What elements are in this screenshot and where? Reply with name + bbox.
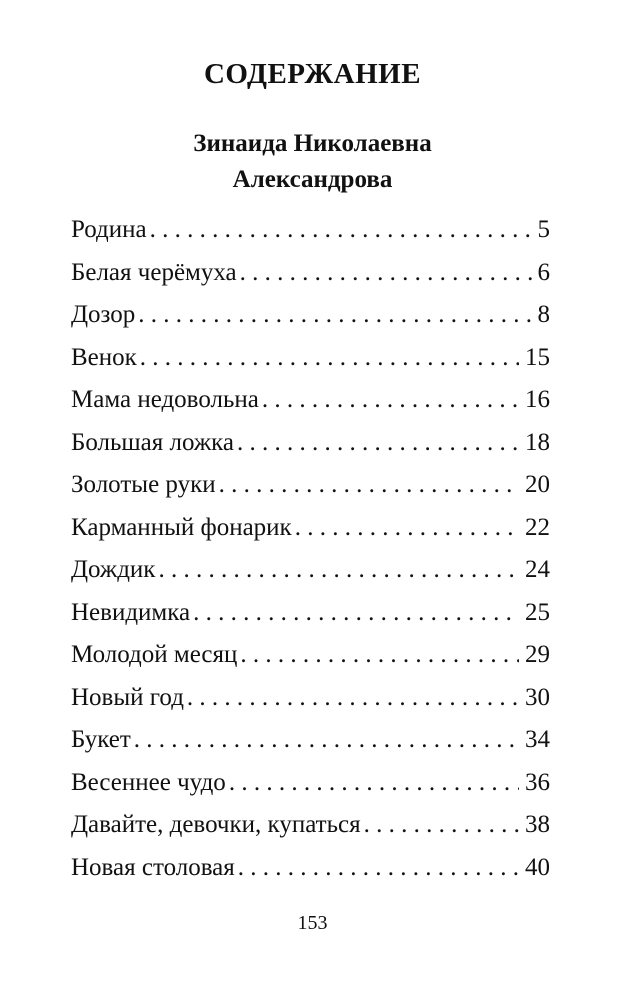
toc-dot-leader [364, 811, 519, 839]
toc-entry-page: 38 [525, 811, 550, 838]
toc-dot-leader [138, 301, 531, 329]
toc-entry [71, 216, 550, 259]
toc-entry [71, 259, 550, 302]
toc-entry-title: Молодой месяц [71, 641, 238, 668]
toc-entry-page: 24 [525, 556, 550, 583]
toc-dot-leader [240, 641, 519, 669]
author-name-line-1: Зинаида Николаевна [193, 130, 432, 157]
toc-entry-title: Венок [71, 343, 137, 371]
toc-dot-leader [238, 854, 519, 882]
toc-entry [71, 599, 550, 642]
toc-entry [71, 726, 550, 769]
toc-entry [71, 471, 550, 514]
toc-entry [71, 641, 550, 684]
toc-entry-title: Букет [71, 726, 131, 753]
toc-dot-leader [150, 216, 532, 244]
toc-entry [71, 386, 550, 429]
contents-heading: СОДЕРЖАНИЕ [203, 58, 422, 90]
toc-dot-leader [134, 726, 519, 754]
toc-entry [71, 684, 550, 727]
toc-dot-leader [240, 259, 532, 287]
toc-entry-page: 40 [525, 853, 550, 881]
toc-dot-leader [193, 599, 519, 627]
author-name [0, 126, 625, 198]
toc-entry-page: 18 [525, 428, 550, 456]
toc-dot-leader [237, 429, 519, 457]
toc-entry-title: Большая ложка [71, 428, 234, 456]
toc-entry-title: Золотые руки [71, 471, 216, 498]
toc-entry [71, 811, 550, 854]
toc-entry [71, 429, 550, 472]
page-number: 153 [297, 912, 328, 934]
toc-entry [71, 514, 550, 557]
toc-dot-leader [295, 514, 519, 542]
toc-entry [71, 556, 550, 599]
toc-entry-title: Родина [71, 216, 147, 243]
toc-entry-page: 16 [525, 386, 550, 413]
toc-dot-leader [158, 556, 519, 584]
toc-entry-title: Весеннее чудо [71, 768, 226, 796]
author-name-line-2: Александрова [232, 166, 393, 193]
toc-entry-title: Дождик [71, 556, 156, 583]
toc-entry-page: 34 [525, 726, 550, 753]
toc-entry-title: Мама недовольна [71, 386, 259, 413]
toc-entry-page: 29 [525, 641, 550, 668]
toc-entry [71, 769, 550, 812]
toc-dot-leader [140, 344, 519, 372]
toc-entry-page: 6 [537, 258, 550, 286]
table-of-contents [71, 216, 550, 896]
toc-entry-page: 8 [537, 301, 550, 328]
toc-entry-page: 25 [525, 598, 550, 626]
toc-entry-page: 22 [525, 513, 550, 541]
toc-entry-title: Новая столовая [71, 853, 235, 881]
toc-dot-leader [187, 684, 519, 712]
toc-entry-title: Новый год [71, 683, 184, 711]
toc-entry-page: 20 [525, 471, 550, 498]
toc-entry [71, 854, 550, 897]
toc-entry [71, 301, 550, 344]
toc-entry-page: 15 [525, 343, 550, 371]
toc-entry-page: 36 [525, 768, 550, 796]
toc-dot-leader [262, 386, 519, 414]
toc-entry-title: Невидимка [71, 598, 191, 626]
toc-entry-title: Дозор [71, 301, 136, 328]
toc-entry-title: Карманный фонарик [71, 513, 292, 541]
toc-entry-title: Белая черёмуха [71, 258, 237, 286]
toc-entry [71, 344, 550, 387]
toc-entry-page: 30 [525, 683, 550, 711]
toc-entry-title: Давайте, девочки, купаться [71, 811, 361, 838]
toc-entry-page: 5 [537, 216, 550, 243]
toc-dot-leader [219, 471, 519, 499]
toc-dot-leader [229, 769, 519, 797]
